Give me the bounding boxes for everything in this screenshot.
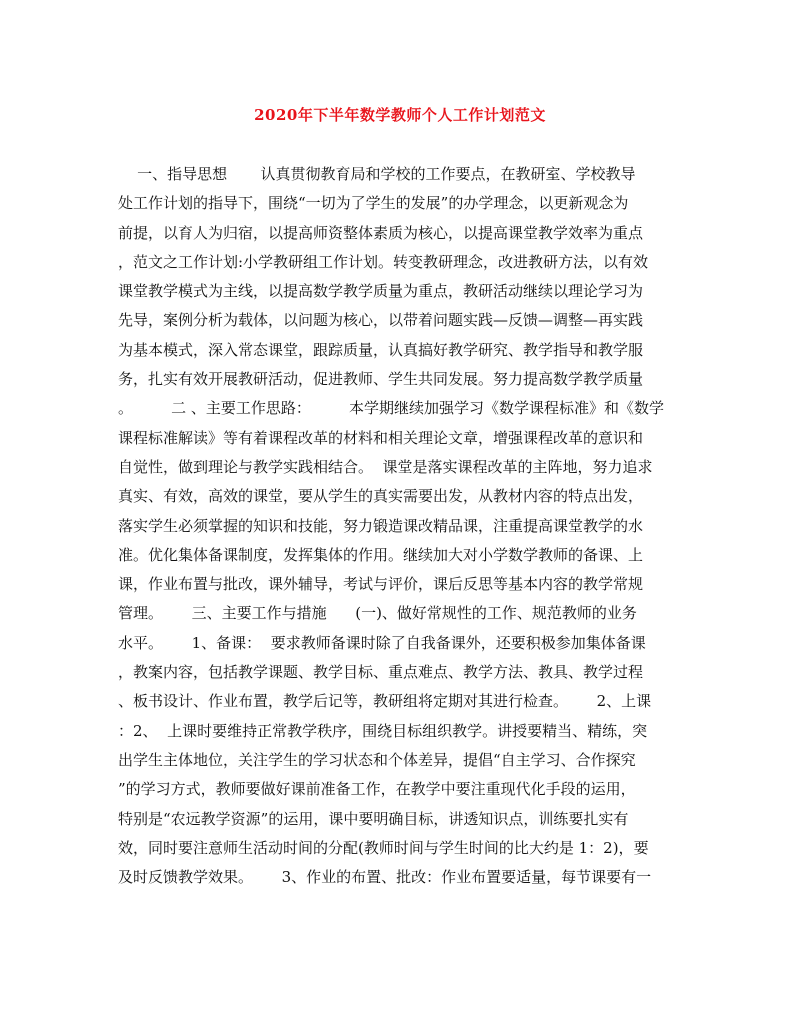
body-line: 管理。 三、主要工作与措施 (一)、做好常规性的工作、规范教师的业务 (118, 604, 637, 623)
body-line: 特别是“农远教学资源”的运用，课中要明确目标，讲透知识点，训练要扎实有 (118, 809, 629, 828)
body-line: 务，扎实有效开展教研活动，促进教师、学生共同发展。努力提高数学教学质量 (118, 370, 644, 389)
body-line: ，范文之工作计划:小学教研组工作计划。转变教研理念，改进教研方法，以有效 (118, 252, 649, 271)
body-line: 课，作业布置与批改，课外辅导，考试与评价，课后反思等基本内容的教学常规 (118, 575, 644, 594)
body-line: 落实学生必须掌握的知识和技能，努力锻造课改精品课，注重提高课堂教学的水 (118, 516, 644, 535)
body-line: 准。优化集体备课制度，发挥集体的作用。继续加大对小学数学教师的备课、上 (118, 545, 644, 564)
body-line: 课程标准解读》等有着课程改革的材料和相关理论文章，增强课程改革的意识和 (118, 428, 644, 447)
body-line: 先导，案例分析为载体，以问题为核心，以带着问题实践—反馈—调整—再实践 (118, 311, 644, 330)
body-line: ”的学习方式，教师要做好课前准备工作，在教学中要注重现代化手段的运用， (118, 780, 636, 799)
body-line: 效，同时要注意师生活动时间的分配(教师时间与学生时间的比大约是 1：2)，要 (118, 838, 649, 857)
body-line: 水平。 1、备课： 要求教师备课时除了自我备课外，还要积极参加集体备课 (118, 633, 646, 652)
body-line: 为基本模式，深入常态课堂，跟踪质量，认真搞好教学研究、教学指导和教学服 (118, 340, 644, 359)
body-line: 前提，以育人为归宿，以提高师资整体素质为核心，以提高课堂教学效率为重点 (118, 223, 644, 242)
body-line: 出学生主体地位，关注学生的学习状态和个体差异，提倡“自主学习、合作探究 (118, 750, 636, 769)
body-line: 自觉性，做到理论与教学实践相结合。 课堂是落实课程改革的主阵地，努力追求 (118, 457, 653, 476)
body-line: ，教案内容，包括教学课题、教学目标、重点难点、教学方法、教具、教学过程 (118, 663, 644, 682)
body-line: 。 二 、主要工作思路： 本学期继续加强学习《数学课程标准》和《数学 (118, 399, 665, 418)
body-line: 一、指导思想 认真贯彻教育局和学校的工作要点，在教研室、学校教导 (118, 165, 636, 183)
document-title: 2020年下半年数学教师个人工作计划范文 (254, 106, 546, 124)
document-body (118, 160, 693, 892)
body-line: ：2、 上课时要维持正常教学秩序，围绕目标组织教学。讲授要精当、精练，突 (118, 721, 648, 740)
body-line: 处工作计划的指导下，围绕“一切为了学生的发展”的办学理念，以更新观念为 (118, 194, 629, 213)
body-line: 及时反馈教学效果。 3、作业的布置、批改：作业布置要适量，每节课要有一 (118, 868, 652, 887)
body-line: 真实、有效，高效的课堂，要从学生的真实需要出发，从教材内容的特点出发， (118, 487, 644, 506)
body-line: 、板书设计、作业布置，教学后记等，教研组将定期对其进行检查。 2、上课 (118, 692, 652, 711)
body-line: 课堂教学模式为主线，以提高数学教学质量为重点，教研活动继续以理论学习为 (118, 282, 644, 301)
